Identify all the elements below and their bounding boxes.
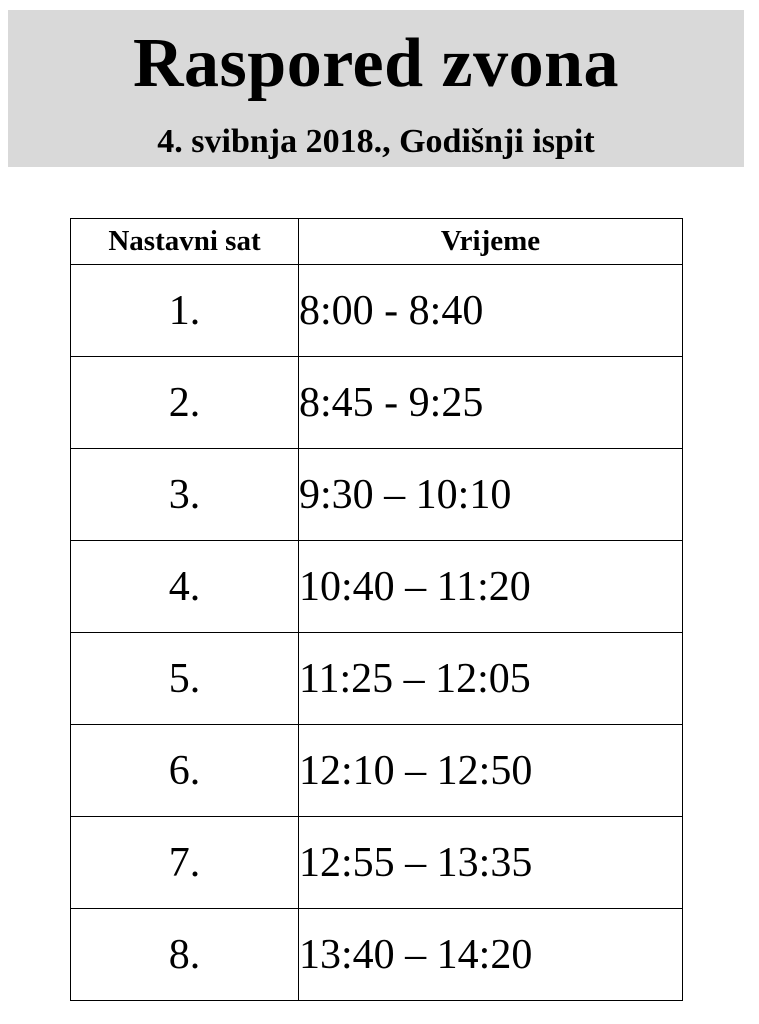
- time-cell: 10:40 – 11:20: [299, 541, 683, 633]
- page-title: Raspored zvona: [132, 25, 620, 102]
- time-cell: 8:45 - 9:25: [299, 357, 683, 449]
- period-cell: 7.: [71, 817, 299, 909]
- table-row: [71, 265, 683, 357]
- table-row: [71, 725, 683, 817]
- table-row: [71, 817, 683, 909]
- time-cell: 12:55 – 13:35: [299, 817, 683, 909]
- period-cell: 6.: [71, 725, 299, 817]
- period-cell: 3.: [71, 449, 299, 541]
- period-cell: 4.: [71, 541, 299, 633]
- header-banner: [8, 10, 744, 167]
- time-cell: 9:30 – 10:10: [299, 449, 683, 541]
- bell-schedule-table: [70, 218, 683, 1001]
- period-cell: 5.: [71, 633, 299, 725]
- time-cell: 13:40 – 14:20: [299, 909, 683, 1001]
- time-cell: 8:00 - 8:40: [299, 265, 683, 357]
- table-row: [71, 909, 683, 1001]
- time-cell: 12:10 – 12:50: [299, 725, 683, 817]
- table-row: [71, 357, 683, 449]
- column-header-period: Nastavni sat: [71, 219, 299, 265]
- page-subtitle: 4. svibnja 2018., Godišnji ispit: [157, 123, 595, 160]
- column-header-time: Vrijeme: [299, 219, 683, 265]
- table-row: [71, 633, 683, 725]
- table-row: [71, 449, 683, 541]
- time-cell: 11:25 – 12:05: [299, 633, 683, 725]
- table-header-row: [71, 219, 683, 265]
- period-cell: 2.: [71, 357, 299, 449]
- period-cell: 8.: [71, 909, 299, 1001]
- table-row: [71, 541, 683, 633]
- period-cell: 1.: [71, 265, 299, 357]
